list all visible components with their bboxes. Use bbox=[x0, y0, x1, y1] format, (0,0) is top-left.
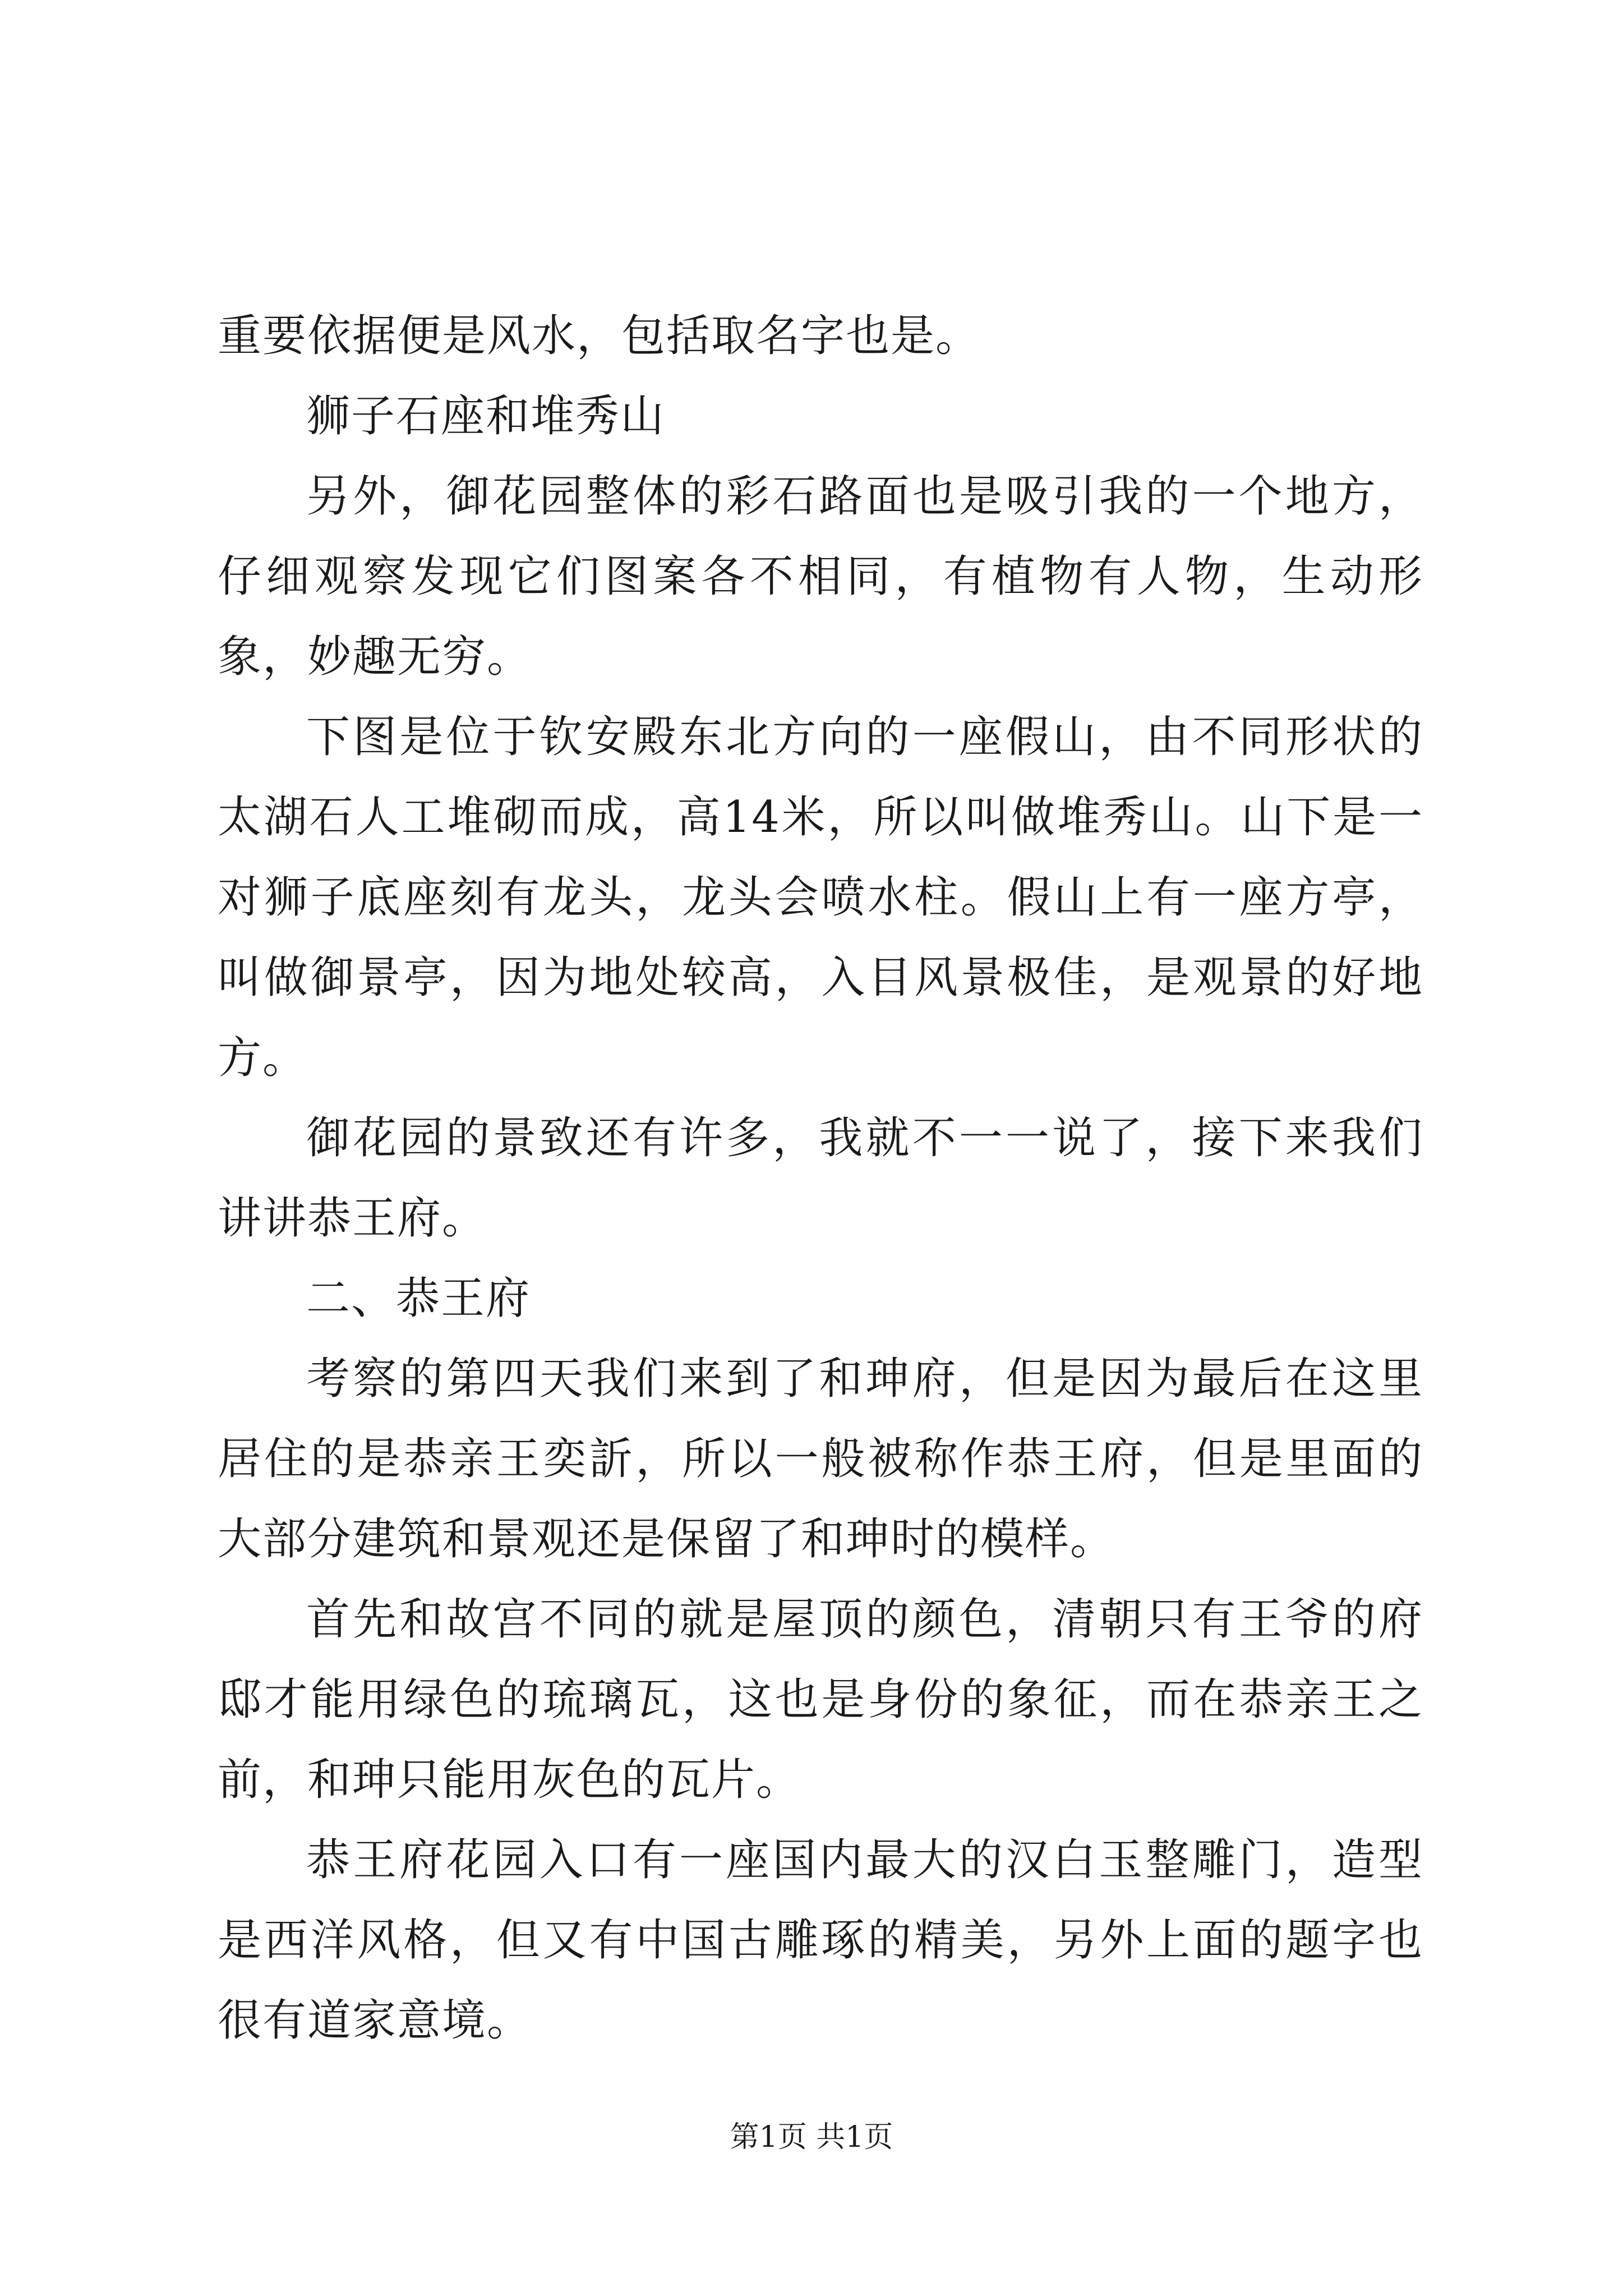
paragraph-7: 考察的第四天我们来到了和珅府，但是因为最后在这里居住的是恭亲王奕訢，所以一般被称作恭王府，但是里面的大部分建筑和景观还是保留了和珅时的模样。 bbox=[218, 1354, 1423, 1565]
document-body bbox=[218, 296, 1423, 2061]
paragraph-5: 御花园的景致还有许多，我就不一一说了，接下来我们讲讲恭王府。 bbox=[218, 1113, 1423, 1244]
paragraph-2-heading: 狮子石座和堆秀山 bbox=[306, 391, 666, 441]
paragraph-4: 下图是位于钦安殿东北方向的一座假山，由不同形状的太湖石人工堆砌而成，高14米，所以叫做堆秀山。山下是一对狮子底座刻有龙头，龙头会喷水柱。假山上有一座方亭，叫做御景亭，因为地处较高，入目风景极佳，是观景的好地方。 bbox=[218, 712, 1423, 1083]
page-footer: 第1页 共1页 bbox=[730, 2120, 893, 2154]
paragraph-3: 另外，御花园整体的彩石路面也是吸引我的一个地方，仔细观察发现它们图案各不相同，有植物有人物，生动形象，妙趣无穷。 bbox=[218, 471, 1423, 682]
paragraph-1: 重要依据便是风水，包括取名字也是。 bbox=[218, 311, 981, 361]
paragraph-9: 恭王府花园入口有一座国内最大的汉白玉整雕门，造型是西洋风格，但又有中国古雕琢的精美，另外上面的题字也很有道家意境。 bbox=[218, 1835, 1423, 2046]
section-heading: 二、恭王府 bbox=[306, 1273, 531, 1324]
paragraph-8: 首先和故宫不同的就是屋顶的颜色，清朝只有王爷的府邸才能用绿色的琉璃瓦，这也是身份的象征，而在恭亲王之前，和珅只能用灰色的瓦片。 bbox=[218, 1594, 1423, 1805]
